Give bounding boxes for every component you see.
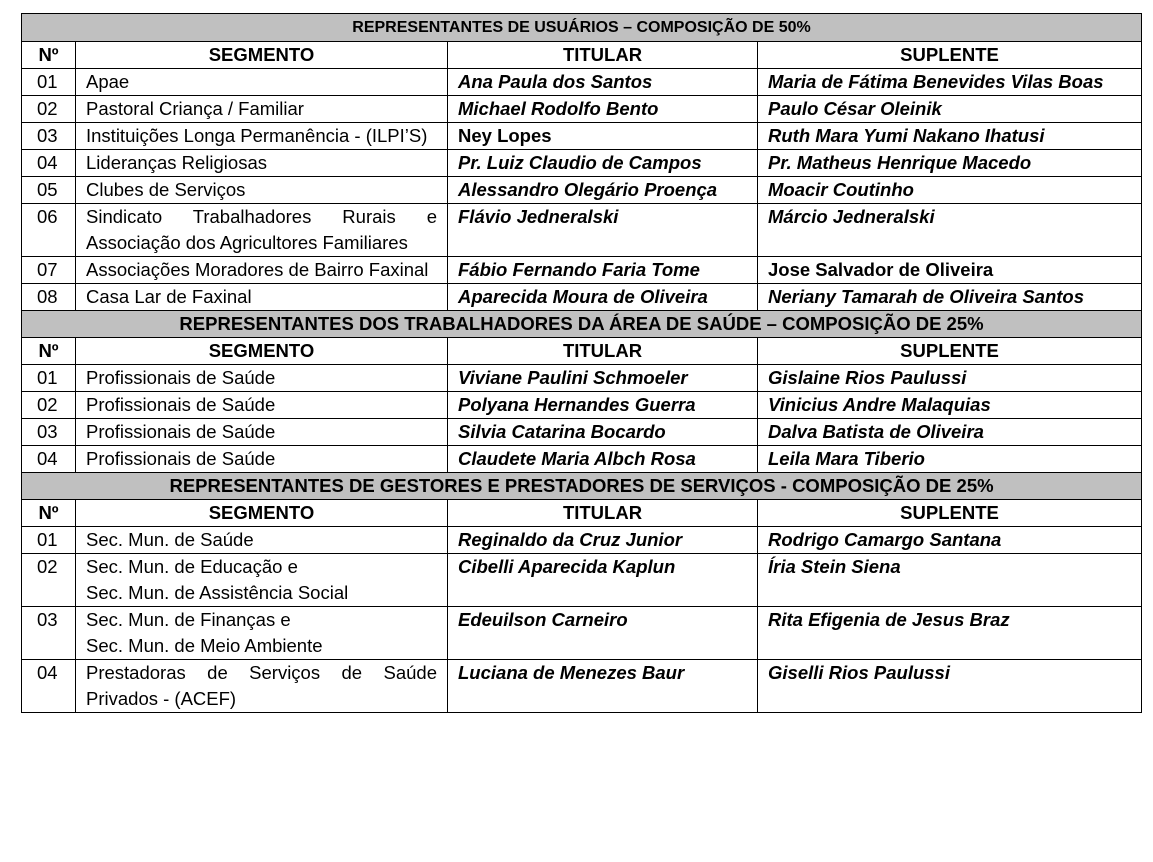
table-row <box>22 257 1142 284</box>
row-segmento: Pastoral Criança / Familiar <box>76 96 448 123</box>
table-row <box>22 607 1142 660</box>
header-suplente: SUPLENTE <box>758 500 1142 527</box>
header-suplente: SUPLENTE <box>758 42 1142 69</box>
row-segmento: Apae <box>76 69 448 96</box>
row-suplente: Leila Mara Tiberio <box>758 446 1142 473</box>
row-suplente: Maria de Fátima Benevides Vilas Boas <box>758 69 1142 96</box>
table-row <box>22 419 1142 446</box>
row-segmento: Profissionais de Saúde <box>76 446 448 473</box>
header-titular: TITULAR <box>448 338 758 365</box>
row-num: 05 <box>22 177 76 204</box>
row-titular: Ney Lopes <box>448 123 758 150</box>
table-row <box>22 96 1142 123</box>
row-num: 01 <box>22 365 76 392</box>
row-suplente: Neriany Tamarah de Oliveira Santos <box>758 284 1142 311</box>
header-num: Nº <box>22 42 76 69</box>
section-title-row <box>22 473 1142 500</box>
row-suplente: Paulo César Oleinik <box>758 96 1142 123</box>
table-row <box>22 554 1142 607</box>
row-segmento: Profissionais de Saúde <box>76 365 448 392</box>
row-segmento: Casa Lar de Faxinal <box>76 284 448 311</box>
row-segmento: Instituições Longa Permanência - (ILPI’S) <box>76 123 448 150</box>
table-row <box>22 150 1142 177</box>
header-segmento: SEGMENTO <box>76 500 448 527</box>
section-title-row <box>22 311 1142 338</box>
row-titular: Edeuilson Carneiro <box>448 607 758 660</box>
row-num: 01 <box>22 69 76 96</box>
row-titular: Michael Rodolfo Bento <box>448 96 758 123</box>
row-segmento: Sec. Mun. de Educação e Sec. Mun. de Assistência Social <box>76 554 448 607</box>
row-suplente: Pr. Matheus Henrique Macedo <box>758 150 1142 177</box>
table-row <box>22 177 1142 204</box>
row-titular: Fábio Fernando Faria Tome <box>448 257 758 284</box>
row-titular: Silvia Catarina Bocardo <box>448 419 758 446</box>
row-titular: Flávio Jedneralski <box>448 204 758 257</box>
council-composition-table <box>21 13 1142 713</box>
header-num: Nº <box>22 338 76 365</box>
header-titular: TITULAR <box>448 500 758 527</box>
row-titular: Viviane Paulini Schmoeler <box>448 365 758 392</box>
row-num: 02 <box>22 554 76 607</box>
table-row <box>22 660 1142 713</box>
row-num: 03 <box>22 607 76 660</box>
row-titular: Cibelli Aparecida Kaplun <box>448 554 758 607</box>
header-titular: TITULAR <box>448 42 758 69</box>
row-num: 07 <box>22 257 76 284</box>
row-suplente: Gislaine Rios Paulussi <box>758 365 1142 392</box>
row-titular: Aparecida Moura de Oliveira <box>448 284 758 311</box>
table-row <box>22 204 1142 257</box>
header-segmento: SEGMENTO <box>76 42 448 69</box>
row-suplente: Dalva Batista de Oliveira <box>758 419 1142 446</box>
row-suplente: Giselli Rios Paulussi <box>758 660 1142 713</box>
row-segmento: Profissionais de Saúde <box>76 419 448 446</box>
row-num: 04 <box>22 660 76 713</box>
row-num: 01 <box>22 527 76 554</box>
row-titular: Claudete Maria Albch Rosa <box>448 446 758 473</box>
row-titular: Reginaldo da Cruz Junior <box>448 527 758 554</box>
row-num: 02 <box>22 96 76 123</box>
table-row <box>22 69 1142 96</box>
row-titular: Luciana de Menezes Baur <box>448 660 758 713</box>
row-num: 02 <box>22 392 76 419</box>
row-titular: Polyana Hernandes Guerra <box>448 392 758 419</box>
row-num: 04 <box>22 150 76 177</box>
row-suplente: Márcio Jedneralski <box>758 204 1142 257</box>
row-titular: Ana Paula dos Santos <box>448 69 758 96</box>
row-segmento: Sindicato Trabalhadores Rurais e Associação dos Agricultores Familiares <box>76 204 448 257</box>
row-titular: Pr. Luiz Claudio de Campos <box>448 150 758 177</box>
row-segmento: Associações Moradores de Bairro Faxinal <box>76 257 448 284</box>
row-segmento: Lideranças Religiosas <box>76 150 448 177</box>
header-row <box>22 338 1142 365</box>
row-segmento: Sec. Mun. de Saúde <box>76 527 448 554</box>
row-num: 06 <box>22 204 76 257</box>
header-num: Nº <box>22 500 76 527</box>
row-segmento: Clubes de Serviços <box>76 177 448 204</box>
row-num: 03 <box>22 419 76 446</box>
row-suplente: Rita Efigenia de Jesus Braz <box>758 607 1142 660</box>
row-suplente: Moacir Coutinho <box>758 177 1142 204</box>
section-title: REPRESENTANTES DE USUÁRIOS – COMPOSIÇÃO DE 50% <box>22 14 1142 42</box>
table-row <box>22 392 1142 419</box>
row-num: 08 <box>22 284 76 311</box>
table-row <box>22 123 1142 150</box>
table-row <box>22 365 1142 392</box>
row-titular: Alessandro Olegário Proença <box>448 177 758 204</box>
section-title-row <box>22 14 1142 42</box>
header-row <box>22 42 1142 69</box>
row-segmento: Profissionais de Saúde <box>76 392 448 419</box>
header-suplente: SUPLENTE <box>758 338 1142 365</box>
table-row <box>22 446 1142 473</box>
table-row <box>22 284 1142 311</box>
header-segmento: SEGMENTO <box>76 338 448 365</box>
row-segmento: Prestadoras de Serviços de Saúde Privados - (ACEF) <box>76 660 448 713</box>
section-title: REPRESENTANTES DOS TRABALHADORES DA ÁREA DE SAÚDE – COMPOSIÇÃO DE 25% <box>22 311 1142 338</box>
row-suplente: Íria Stein Siena <box>758 554 1142 607</box>
table-row <box>22 527 1142 554</box>
row-suplente: Rodrigo Camargo Santana <box>758 527 1142 554</box>
header-row <box>22 500 1142 527</box>
section-title: REPRESENTANTES DE GESTORES E PRESTADORES DE SERVIÇOS - COMPOSIÇÃO DE 25% <box>22 473 1142 500</box>
row-suplente: Ruth Mara Yumi Nakano Ihatusi <box>758 123 1142 150</box>
row-suplente: Jose Salvador de Oliveira <box>758 257 1142 284</box>
row-num: 04 <box>22 446 76 473</box>
row-segmento: Sec. Mun. de Finanças e Sec. Mun. de Meio Ambiente <box>76 607 448 660</box>
row-suplente: Vinicius Andre Malaquias <box>758 392 1142 419</box>
row-num: 03 <box>22 123 76 150</box>
